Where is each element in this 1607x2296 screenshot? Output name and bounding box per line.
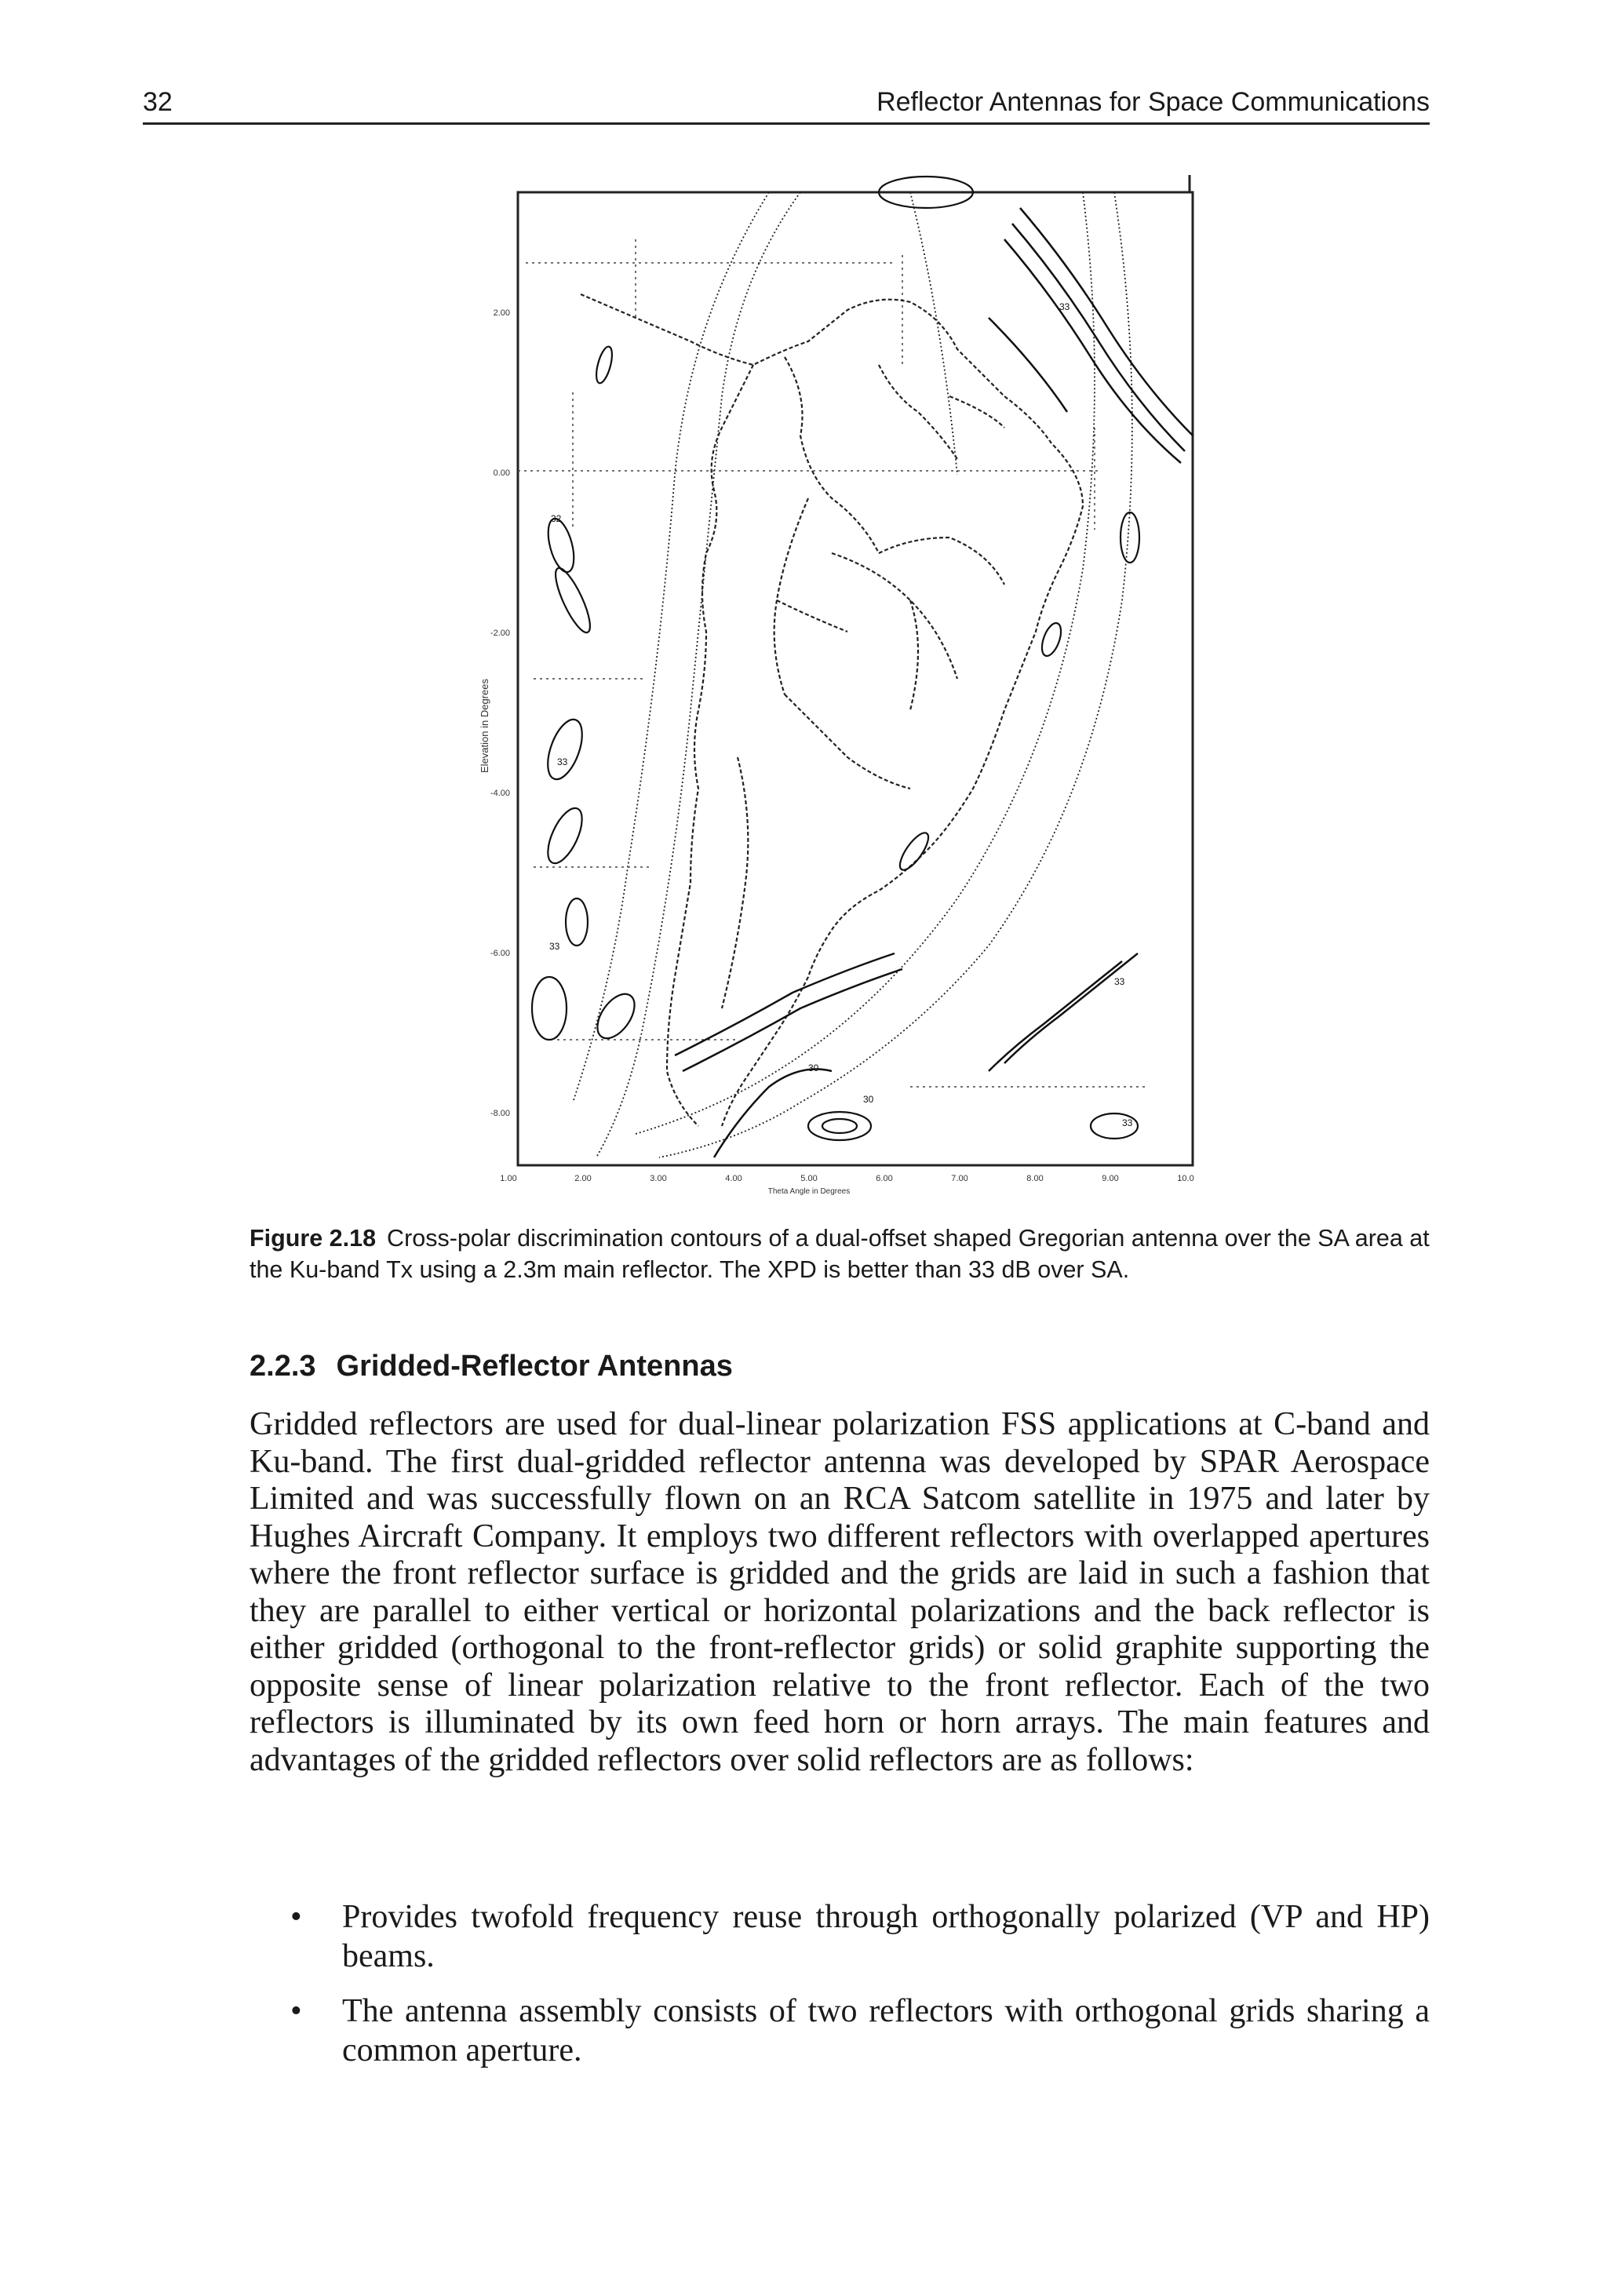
contour-label: 33 <box>1059 301 1070 312</box>
list-item <box>250 1992 1430 2070</box>
running-header <box>143 85 1430 125</box>
section-title: Gridded-Reflector Antennas <box>336 1350 733 1383</box>
contour-bands <box>675 208 1193 1157</box>
contour-label: 33 <box>557 756 568 767</box>
section-heading <box>250 1350 733 1383</box>
contour-label: 33 <box>1122 1117 1133 1128</box>
x-tick-label: 2.00 <box>574 1174 592 1183</box>
y-axis-label: Elevation in Degrees <box>479 679 490 773</box>
contour-label: 33 <box>1114 976 1125 987</box>
bullet-marker: • <box>290 1899 302 1935</box>
list-item-text: The antenna assembly consists of two reflectors with orthogonal grids sharing a common aperture. <box>342 1993 1430 2068</box>
figure-caption <box>250 1223 1433 1285</box>
body-paragraph: Gridded reflectors are used for dual-linear polarization FSS applications at C-band and Ku-band. The first dual-gridded reflector antenna was developed by SPAR Aerospace Limited and was successfully flown on an RCA Satcom satellite in 1975 and later by Hughes Aircraft Company. It employs two different reflectors with overlapped apertures where the front reflector surface is gridded and the grids are laid in such a fashion that they are parallel to either vertical or horizontal polarizations and the back reflector is either gridded (orthogonal to the front-reflector grids) or solid graphite supporting the opposite sense of linear polarization relative to the front reflector. Each of the two reflectors is illuminated by its own feed horn or horn arrays. The main features and advantages of the gridded reflectors over solid reflectors are as follows: <box>250 1406 1430 1778</box>
x-tick-label: 9.00 <box>1102 1174 1119 1183</box>
section-number: 2.2.3 <box>250 1350 316 1383</box>
list-item <box>250 1897 1430 1976</box>
x-tick-label: 4.00 <box>725 1174 742 1183</box>
x-tick-label: 6.00 <box>876 1174 893 1183</box>
figure-label: Figure 2.18 <box>250 1225 377 1252</box>
contour-label: 30 <box>863 1094 874 1105</box>
y-tick-label: -6.00 <box>490 949 510 958</box>
contour-label: 30 <box>808 1062 819 1073</box>
contour-islands <box>532 177 1139 1140</box>
x-tick-label: 1.00 <box>500 1174 517 1183</box>
contour-label: 33 <box>549 941 560 952</box>
y-tick-label: 0.00 <box>493 468 510 478</box>
figure-2-18 <box>439 161 1208 1197</box>
x-tick-label: 7.00 <box>951 1174 968 1183</box>
list-item-text: Provides twofold frequency reuse through orthogonally polarized (VP and HP) beams. <box>342 1899 1430 1974</box>
running-title: Reflector Antennas for Space Communications <box>876 87 1430 117</box>
x-tick-label: 10.0 <box>1177 1174 1194 1183</box>
x-tick-label: 3.00 <box>650 1174 667 1183</box>
x-axis-label: Theta Angle in Degrees <box>767 1187 851 1196</box>
contour-lines <box>573 192 1132 1157</box>
contour-label: 32 <box>551 513 562 524</box>
x-tick-label: 8.00 <box>1026 1174 1044 1183</box>
y-tick-label: -4.00 <box>490 789 510 798</box>
coastline-map <box>581 294 1083 1126</box>
page-number: 32 <box>143 87 173 117</box>
y-tick-label: -2.00 <box>490 629 510 638</box>
bullet-marker: • <box>290 1993 302 2029</box>
x-tick-label: 5.00 <box>800 1174 818 1183</box>
caption-text: Cross-polar discrimination contours of a dual-offset shaped Gregorian antenna over the SA area at the Ku-band Tx using a 2.3m main reflector. The XPD is better than 33 dB over SA. <box>250 1225 1430 1283</box>
plot-frame <box>518 192 1193 1165</box>
contour-plot <box>439 161 1208 1197</box>
y-tick-label: -8.00 <box>490 1109 510 1118</box>
y-tick-label: 2.00 <box>493 308 510 318</box>
bullet-list <box>250 1897 1430 2086</box>
